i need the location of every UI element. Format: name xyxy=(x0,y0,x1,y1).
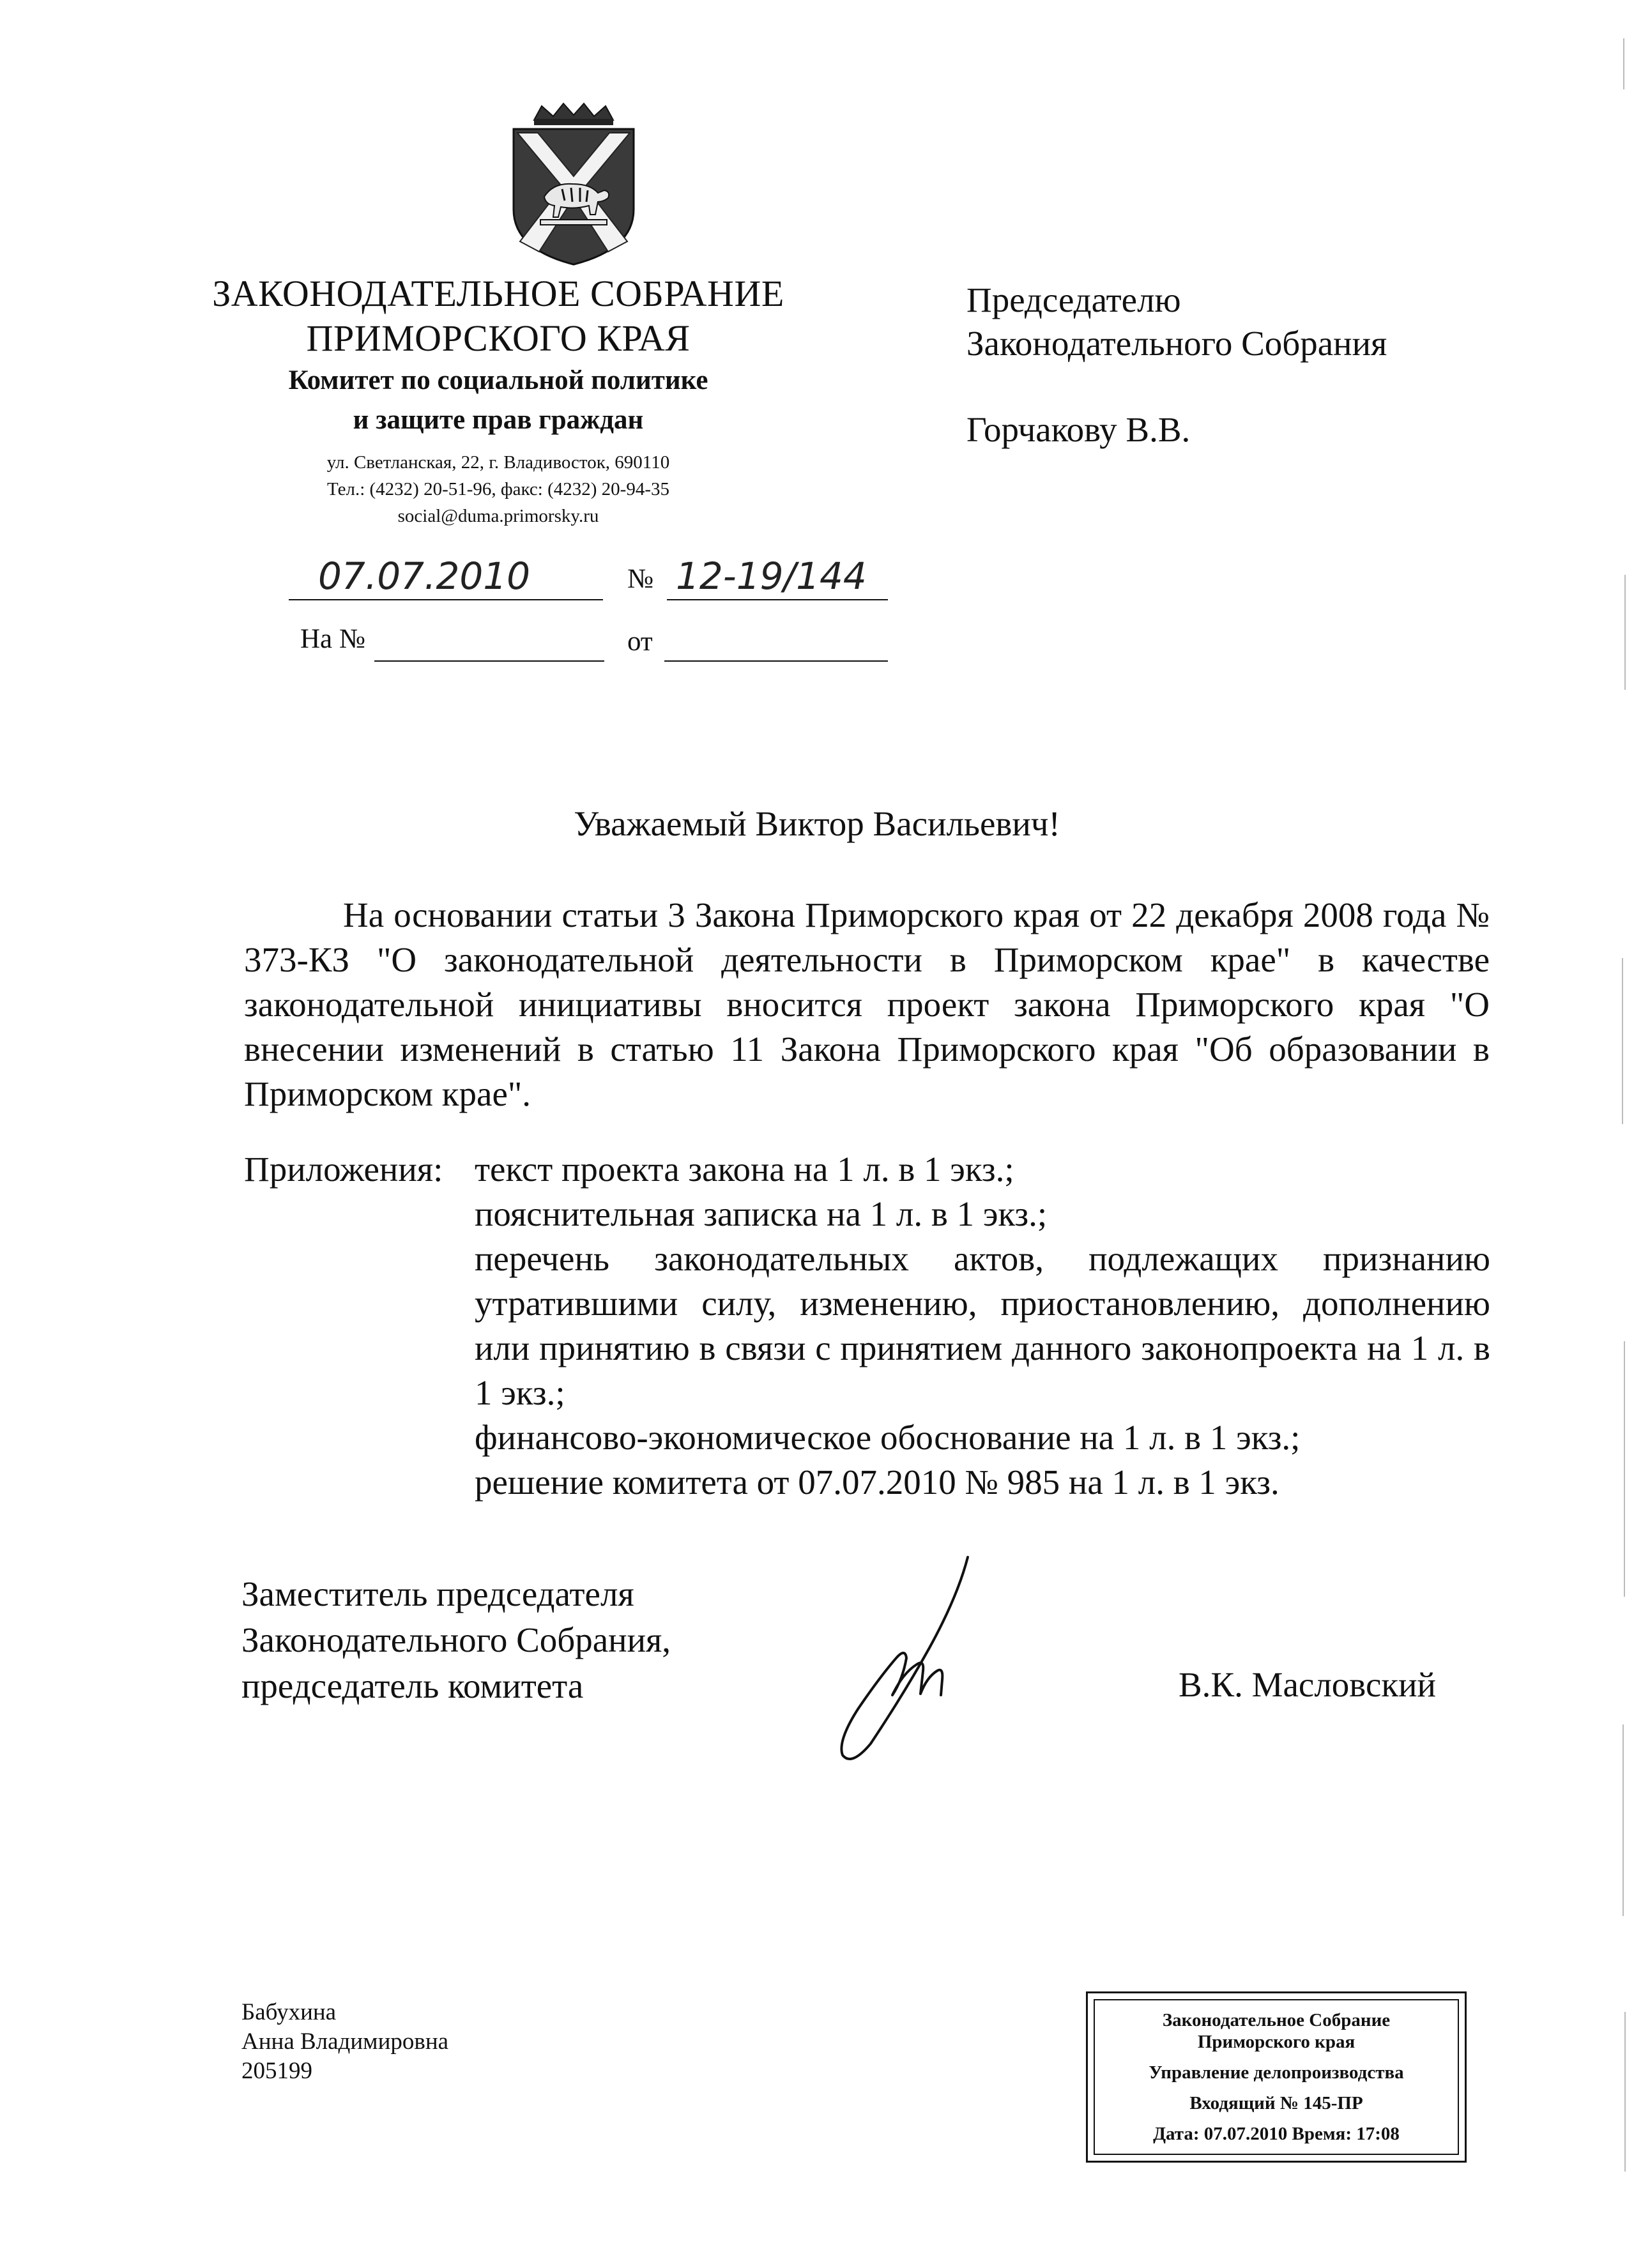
attachments-list xyxy=(475,1147,1490,1505)
signatory-name: В.К. Масловский xyxy=(1179,1665,1436,1704)
addressee-block xyxy=(966,278,1387,452)
signatory-position-line3: председатель комитета xyxy=(241,1666,584,1705)
handwritten-signature xyxy=(821,1552,987,1763)
executor-surname: Бабухина xyxy=(241,1999,337,2025)
greeting: Уважаемый Виктор Васильевич! xyxy=(574,804,1060,843)
org-name-line2: ПРИМОРСКОГО КРАЯ xyxy=(306,317,691,359)
signatory-position xyxy=(241,1571,671,1709)
committee-name-line2: и защите прав граждан xyxy=(353,405,644,435)
outgoing-number-label: № xyxy=(627,564,654,594)
reference-date-line xyxy=(664,659,888,662)
scan-edge-artifact xyxy=(1615,0,1634,2268)
signatory-position-line1: Заместитель председателя xyxy=(241,1574,634,1613)
addressee-title-line1: Председателю xyxy=(966,280,1181,319)
executor-given-name: Анна Владимировна xyxy=(241,2028,449,2055)
body-paragraph: На основании статьи 3 Закона Приморского края от 22 декабря 2008 года № 373-КЗ "О законодательной деятельности в Приморском крае" в качестве законодательной инициативы вносится проект закона Приморского края "О внесении изменений в статью 11 Закона Приморского края "Об образовании в Приморском крае". xyxy=(244,895,1490,1113)
stamp-line3: Управление делопроизводства xyxy=(1149,2062,1404,2083)
reference-date-label: от xyxy=(627,627,653,657)
outgoing-number: 12-19/144 xyxy=(676,554,867,598)
body-text xyxy=(244,893,1490,1116)
stamp-line5: Дата: 07.07.2010 Время: 17:08 xyxy=(1153,2124,1400,2144)
outgoing-date: 07.07.2010 xyxy=(318,554,531,598)
attachment-item: решение комитета от 07.07.2010 № 985 на 1 л. в 1 экз. xyxy=(475,1463,1279,1502)
executor-phone: 205199 xyxy=(241,2058,312,2084)
org-address: ул. Светланская, 22, г. Владивосток, 690110 xyxy=(326,452,670,473)
addressee-title-line2: Законодательного Собрания xyxy=(966,324,1387,363)
committee-name-line1: Комитет по социальной политике xyxy=(288,365,708,395)
stamp-line4: Входящий № 145-ПР xyxy=(1189,2093,1363,2113)
attachment-item: перечень законодательных актов, подлежащих признанию утратившими силу, изменению, приостановлению, дополнению или принятию в связи с принятием данного законопроекта на 1 л. в 1 экз.; xyxy=(475,1239,1490,1412)
attachments-label: Приложения: xyxy=(244,1150,443,1189)
stamp-line2: Приморского края xyxy=(1197,2032,1355,2052)
coat-of-arms-emblem xyxy=(508,101,639,267)
addressee-name: Горчакову В.В. xyxy=(966,410,1191,449)
registration-stamp xyxy=(1086,1991,1467,2163)
outgoing-date-line xyxy=(289,554,603,600)
attachment-item: пояснительная записка на 1 л. в 1 экз.; xyxy=(475,1194,1048,1233)
attachment-item: текст проекта закона на 1 л. в 1 экз.; xyxy=(475,1150,1014,1189)
sender-header xyxy=(179,271,818,529)
reference-number-label: На № xyxy=(300,624,365,654)
reference-number-line xyxy=(374,659,604,662)
executor-info xyxy=(241,1998,448,2086)
org-email: social@duma.primorsky.ru xyxy=(397,506,599,526)
org-phones: Тел.: (4232) 20-51-96, факс: (4232) 20-94-35 xyxy=(327,479,669,499)
outgoing-number-line xyxy=(667,554,888,600)
signatory-position-line2: Законодательного Собрания, xyxy=(241,1620,671,1659)
attachment-item: финансово-экономическое обоснование на 1 л. в 1 экз.; xyxy=(475,1418,1301,1457)
stamp-line1: Законодательное Собрание xyxy=(1162,2010,1391,2030)
org-name-line1: ЗАКОНОДАТЕЛЬНОЕ СОБРАНИЕ xyxy=(212,273,784,314)
